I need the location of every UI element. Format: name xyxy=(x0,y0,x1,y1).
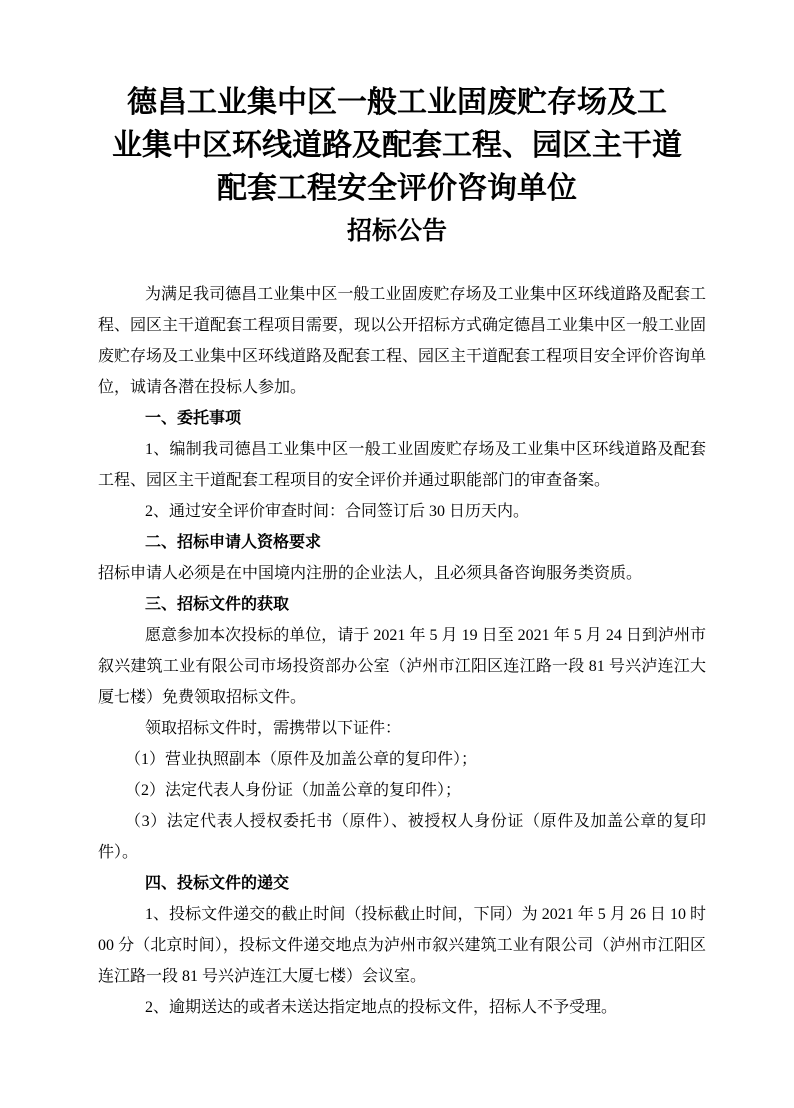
title-line-2: 业集中区环线道路及配套工程、园区主干道 xyxy=(112,129,682,162)
section-3-item-1: （1）营业执照副本（原件及加盖公章的复印件）； xyxy=(125,751,478,768)
document-body xyxy=(98,279,706,1023)
title-line-3: 配套工程安全评价咨询单位 xyxy=(217,172,577,205)
intro-paragraph: 为满足我司德昌工业集中区一般工业固废贮存场及工业集中区环线道路及配套工程、园区主干道配套工程项目需要，现以公开招标方式确定德昌工业集中区一般工业固废贮存场及工业集中区环线道路及配套工程、园区主干道配套工程项目安全评价咨询单位，诚请各潜在投标人参加。 xyxy=(98,286,707,396)
section-3-paragraph-1: 愿意参加本次投标的单位，请于 2021 年 5 月 19 日至 2021 年 5 月 24 日到泸州市叙兴建筑工业有限公司市场投资部办公室（泸州市江阳区连江路一段 81 号兴泸连江大厦七楼）免费领取招标文件。 xyxy=(98,627,706,706)
section-2-heading: 二、招标申请人资格要求 xyxy=(145,534,322,551)
section-2-paragraph: 招标申请人必须是在中国境内注册的企业法人，且必须具备咨询服务类资质。 xyxy=(98,565,643,582)
section-3-item-2: （2）法定代表人身份证（加盖公章的复印件）； xyxy=(125,782,462,799)
section-4-heading: 四、投标文件的递交 xyxy=(145,875,290,892)
title-line-1: 德昌工业集中区一般工业固废贮存场及工 xyxy=(127,86,667,119)
section-4-item-1: 1、投标文件递交的截止时间（投标截止时间，下同）为 2021 年 5 月 26 日 10 时 00 分（北京时间），投标文件递交地点为泸州市叙兴建筑工业有限公司（泸州市江阳区连江路一段 81 号兴泸连江大厦七楼）会议室。 xyxy=(98,906,706,985)
section-3-heading: 三、招标文件的获取 xyxy=(145,596,290,613)
section-3-item-3: （3）法定代表人授权委托书（原件）、被授权人身份证（原件及加盖公章的复印件）。 xyxy=(98,813,706,861)
section-1-item-2: 2、通过安全评价审查时间：合同签订后 30 日历天内。 xyxy=(145,503,530,520)
section-1-heading: 一、委托事项 xyxy=(145,410,242,427)
document-subtitle: 招标公告 xyxy=(346,218,447,245)
section-1-item-1: 1、编制我司德昌工业集中区一般工业固废贮存场及工业集中区环线道路及配套工程、园区主干道配套工程项目的安全评价并通过职能部门的审查备案。 xyxy=(98,441,706,489)
document-title xyxy=(48,81,746,210)
section-3-paragraph-2: 领取招标文件时，需携带以下证件： xyxy=(145,720,402,737)
section-4-item-2: 2、逾期送达的或者未送达指定地点的投标文件，招标人不予受理。 xyxy=(145,999,618,1016)
